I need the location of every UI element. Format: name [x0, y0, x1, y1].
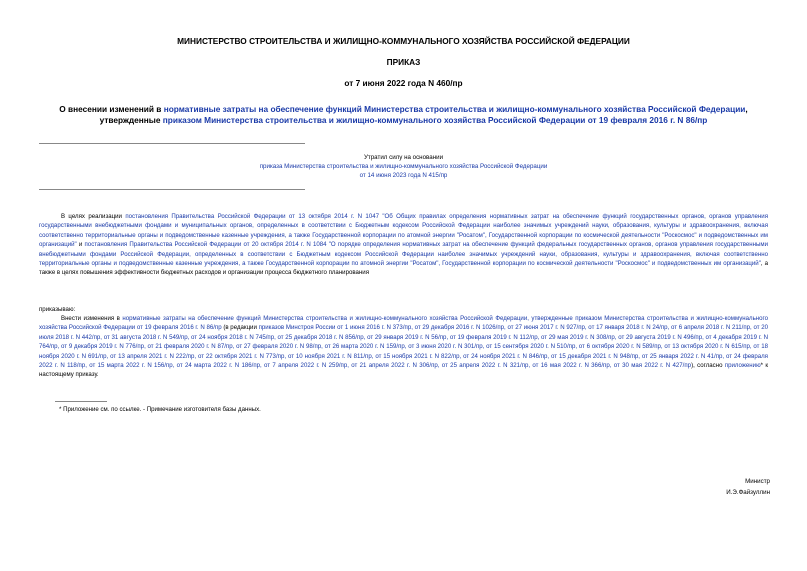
document-date: от 7 июня 2022 года N 460/пр [344, 78, 463, 88]
paragraph-text: , а также в целях повышения эффективности бюджетных расходов и организации процесса бюджетного планирования [39, 260, 768, 277]
paragraph-text: Внести изменения в [61, 315, 123, 322]
decree-1084-link[interactable]: постановления Правительства Российской Федерации от 20 октября 2014 г. N 1084 "О порядке определения нормативных затрат на обеспечение функций федеральных государственных органов, органов управления государственными внебюджетными фондами Российской Федерации, определенных в соответствии с Бюджетным кодексом Российской Федерации наиболее значимых учреждений науки, образования, культуры и здравоохранения, включая соответственно территориальные органы и подведомственные казенные учреждения, а также Государственной корпорации по атомной энергии "Росатом", Государственной корпорации по космической деятельности "Роскосмос" и подведомственных им организаций" [39, 241, 768, 268]
ministry-heading: МИНИСТЕРСТВО СТРОИТЕЛЬСТВА И ЖИЛИЩНО-КОММУНАЛЬНОГО ХОЗЯЙСТВА РОССИЙСКОЙ ФЕДЕРАЦИИ [177, 36, 630, 46]
paragraph-text: В целях реализации [61, 213, 126, 220]
title-link-order[interactable]: приказом Министерства строительства и жилищно-коммунального хозяйства Российской Федерации от 19 февраля 2016 г. N 86/пр [162, 115, 708, 125]
lost-force-link[interactable]: приказа Министерства строительства и жилищно-коммунального хозяйства Российской Федерации от 14 июня 2023 года N 415/пр [259, 163, 548, 180]
document-title [40, 104, 767, 126]
footnote: * Приложение см. по ссылке. - Примечание изготовителя базы данных. [59, 406, 261, 413]
order-paragraph [39, 314, 768, 380]
lost-force-note [200, 153, 607, 181]
paragraph-text: * к настоящему приказу. [39, 362, 769, 379]
amendments-link[interactable]: приказов Минстроя России от 1 июня 2016 г. N 373/пр, от 29 декабря 2016 г. N 1026/пр, от 27 июня 2017 г. N 927/пр, от 17 января 2018 г. N 24/пр, от 6 апреля 2018 г. N 211/пр, от 20 июля 2018 г. N 442/пр, от 31 августа 2018 г. N 549/пр, от 24 ноября 2018 г. N 745/пр, от 25 декабря 2018 г. N 856/пр, от 29 января 2019 г. N 56/пр, от 19 февраля 2019 г. N 112/пр, от 29 мая 2019 г. N 308/пр, от 29 августа 2019 г. N 496/пр, от 4 декабря 2019 г. N 764/пр, от 9 декабря 2019 г. N 776/пр, от 21 февраля 2020 г. N 87/пр, от 27 февраля 2020 г. N 98/пр, от 26 марта 2020 г. N 159/пр, от 3 июня 2020 г. N 301/пр, от 15 сентября 2020 г. N 510/пр, от 6 октября 2020 г. N 589/пр, от 13 октября 2020 г. N 615/пр, от 18 ноября 2020 г. N 691/пр, от 13 апреля 2021 г. N 222/пр, от 22 октября 2021 г. N 773/пр, от 10 ноября 2021 г. N 811/пр, от 15 ноября 2021 г. N 822/пр, от 24 ноября 2021 г. N 846/пр, от 15 декабря 2021 г. N 948/пр, от 25 января 2022 г. N 41/пр, от 24 февраля 2022 г. N 118/пр, от 15 марта 2022 г. N 156/пр, от 24 марта 2022 г. N 186/пр, от 7 апреля 2022 г. N 259/пр, от 21 апреля 2022 г. N 306/пр, от 25 апреля 2022 г. N 321/пр, от 16 мая 2022 г. N 366/пр, от 30 мая 2022 г. N 427/пр [39, 324, 769, 370]
decree-1047-link[interactable]: постановления Правительства Российской Федерации от 13 октября 2014 г. N 1047 "Об Общих правилах определения нормативных затрат на обеспечение функций государственных органов, органов управления государственными внебюджетными фондами и муниципальных органов, определенных в соответствии с Бюджетным кодексом Российской Федерации наиболее значимых учреждений науки, образования, культуры и здравоохранения, включая соответственно территориальные органы и подведомственные казенные учреждения, а также Государственной корпорации по атомной энергии "Росатом", Государственной корпорации по космической деятельности "Роскосмос" и подведомственных им организаций" [39, 213, 769, 249]
paragraph-text: (в редакции [221, 324, 259, 332]
footnote-divider [55, 401, 107, 402]
paragraph-text: и [76, 241, 85, 249]
appendix-link[interactable]: приложению [724, 362, 761, 370]
divider [39, 143, 305, 144]
divider [39, 189, 305, 190]
paragraph-text: ), согласно [691, 362, 725, 370]
order-word: приказываю: [39, 306, 76, 313]
title-text: , утвержденные [99, 104, 748, 125]
preamble-paragraph [39, 212, 768, 278]
document-type: ПРИКАЗ [386, 57, 421, 67]
signatory-position: Министр [745, 478, 770, 485]
signatory-name: И.Э.Файзуллин [726, 489, 770, 496]
lost-force-text: Утратил силу на основании [363, 154, 444, 161]
title-link-norms[interactable]: нормативные затраты на обеспечение функций Министерства строительства и жилищно-коммунального хозяйства Российской Федерации [163, 104, 746, 114]
norms-link[interactable]: нормативные затраты на обеспечение функций Министерства строительства и жилищно-коммунального хозяйства Российской Федерации, утвержденные приказом Министерства строительства и жилищно-коммунального хозяйства Российской Федерации от 19 февраля 2016 г. N 86/пр [39, 315, 768, 332]
title-text: О внесении изменений в [59, 104, 164, 114]
